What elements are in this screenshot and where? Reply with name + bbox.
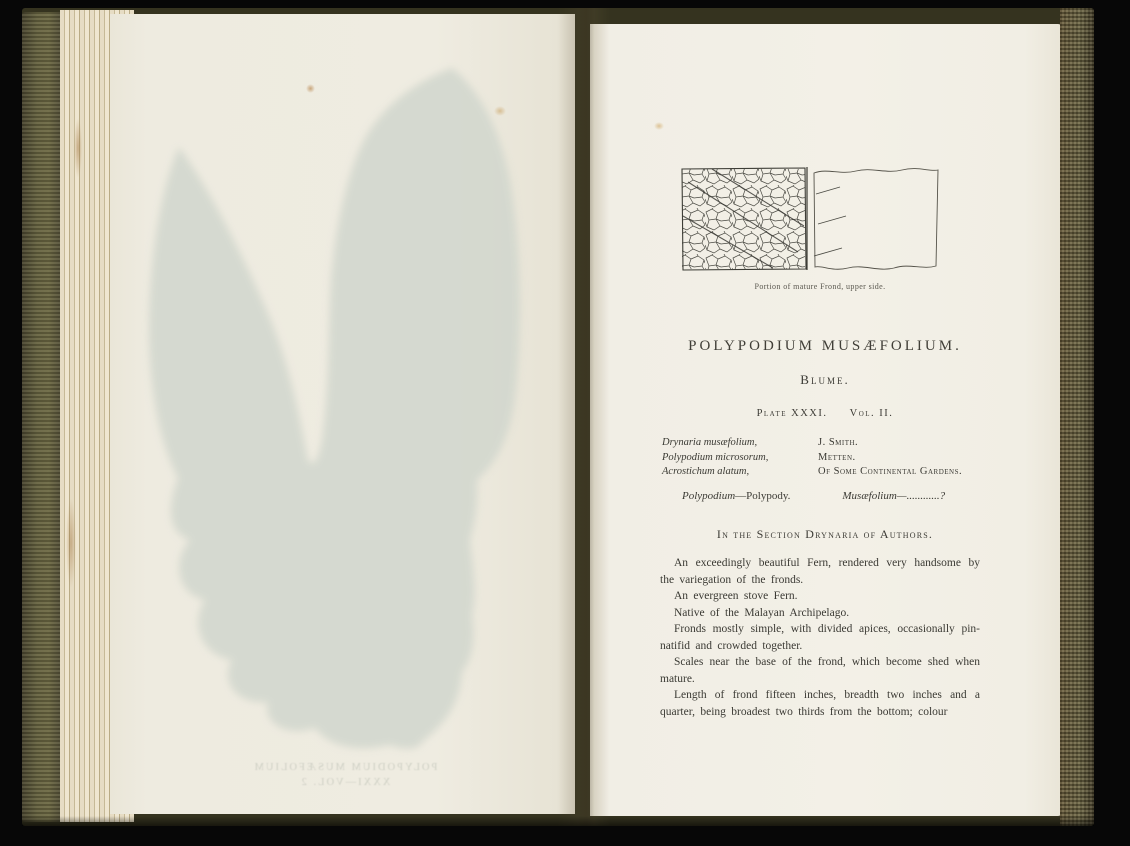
synonym-authority: J. Smith. — [818, 437, 859, 448]
synonym-row — [662, 451, 992, 466]
foxing-spot — [494, 106, 506, 116]
description-paragraph: An exceedingly beautiful Fern, rendered very handsome by the variegation of the fronds. — [660, 557, 980, 586]
plate-number: Plate XXXI. — [756, 408, 828, 419]
synonym-authority: Of Some Continental Gardens. — [818, 466, 963, 477]
synonym-name: Acrostichum alatum, — [662, 466, 750, 477]
left-page — [110, 14, 575, 814]
open-book — [22, 8, 1094, 826]
right-cover-cloth — [1060, 8, 1094, 826]
description-paragraph: An evergreen stove Fern. — [674, 590, 798, 602]
etymology-genus — [682, 490, 790, 502]
synonym-list — [662, 436, 992, 480]
synonym-name: Drynaria musæfolium, — [662, 437, 758, 448]
synonym-row — [662, 436, 992, 451]
description-paragraph: Native of the Malayan Archipelago. — [674, 606, 850, 619]
etymology-species: Musæfolium—............? — [842, 490, 946, 502]
species-author: Blume. — [800, 372, 850, 387]
description-text — [660, 555, 980, 720]
right-page — [590, 24, 1062, 816]
page-edge-stain — [66, 498, 76, 588]
synonym-row — [662, 465, 992, 480]
description-paragraph: Length of frond fifteen inches, breadth two inches and a quarter, being broadest two thirds from the bottom; colour — [660, 689, 980, 718]
plate-label-showthrough-line2: XXXI—VOL. 2 — [299, 777, 391, 788]
book-bottom-shadow — [22, 816, 1094, 826]
foxing-spot — [306, 84, 315, 93]
frond-figure — [678, 162, 944, 278]
etymology-genus-meaning: —Polypody. — [735, 490, 791, 502]
species-title: POLYPODIUM MUSÆFOLIUM. — [688, 338, 962, 354]
page-edge-stain — [74, 118, 82, 178]
volume-number: Vol. II. — [849, 408, 894, 419]
description-paragraph: Scales near the base of the frond, which become shed when mature. — [660, 656, 980, 685]
frond-venation-drawing — [678, 162, 944, 278]
foxing-spot — [654, 122, 664, 130]
plate-label-showthrough-line1: POLYPODIUM MUSÆFOLIUM — [252, 762, 438, 773]
left-cover-cloth — [22, 12, 60, 822]
description-paragraph: Fronds mostly simple, with divided apices, occasionally pin-natifid and crowded together. — [660, 623, 980, 652]
synonym-name: Polypodium microsorum, — [662, 451, 769, 463]
plate-label-showthrough — [230, 760, 460, 790]
fern-leaf-impression — [110, 14, 575, 814]
figure-caption: Portion of mature Frond, upper side. — [754, 282, 886, 291]
section-heading: In the Section Drynaria of Authors. — [716, 527, 934, 541]
synonym-authority: Metten. — [818, 451, 856, 463]
etymology-genus-italic: Polypodium — [682, 490, 736, 502]
etymology-line — [662, 490, 992, 502]
plate-volume-line — [640, 408, 1010, 419]
